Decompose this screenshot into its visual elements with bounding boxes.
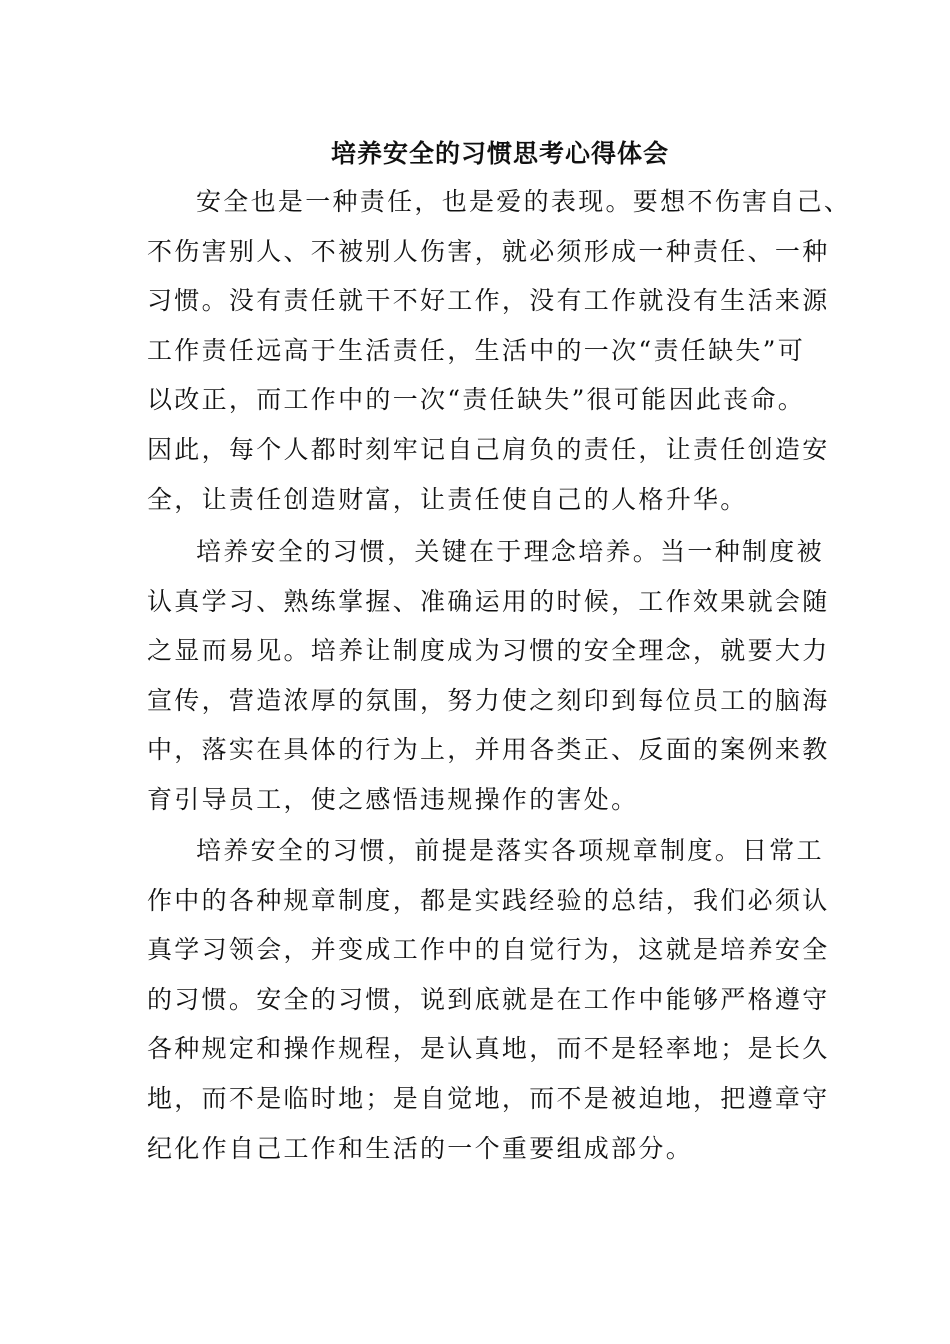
paragraph-line: 作中的各种规章制度，都是实践经验的总结，我们必须认: [147, 885, 830, 915]
paragraph-line: 的习惯。安全的习惯，说到底就是在工作中能够严格遵守: [147, 984, 830, 1014]
paragraph-line: 之显而易见。培养让制度成为习惯的安全理念，就要大力: [147, 636, 830, 666]
document-title: 培养安全的习惯思考心得体会: [330, 139, 669, 168]
paragraph-3: [147, 826, 830, 1173]
paragraph-line: 培养安全的习惯，关键在于理念培养。当一种制度被: [196, 537, 824, 566]
paragraph-line: 育引导员工，使之感悟违规操作的害处。: [147, 784, 639, 814]
paragraph-line: 中，落实在具体的行为上，并用各类正、反面的案例来教: [147, 735, 830, 765]
paragraph-line: 宣传，营造浓厚的氛围，努力使之刻印到每位员工的脑海: [147, 685, 830, 715]
paragraph-line: 认真学习、熟练掌握、准确运用的时候，工作效果就会随: [147, 586, 830, 616]
paragraph-line: 培养安全的习惯，前提是落实各项规章制度。日常工: [196, 836, 824, 865]
paragraph-line: 纪化作自己工作和生活的一个重要组成部分。: [147, 1133, 694, 1163]
paragraph-line: 安全也是一种责任，也是爱的表现。要想不伤害自己、: [196, 187, 852, 216]
paragraph-line: 工作责任远高于生活责任，生活中的一次“责任缺失”可: [147, 335, 806, 365]
paragraph-line: 以改正，而工作中的一次“责任缺失”很可能因此丧命。: [147, 385, 806, 415]
paragraph-line: 全，让责任创造财富，让责任使自己的人格升华。: [147, 484, 748, 514]
paragraph-line: 不伤害别人、不被别人伤害，就必须形成一种责任、一种: [147, 236, 830, 266]
paragraph-line: 因此，每个人都时刻牢记自己肩负的责任，让责任创造安: [147, 434, 830, 464]
paragraph-line: 各种规定和操作规程，是认真地，而不是轻率地；是长久: [147, 1034, 830, 1064]
paragraph-line: 地，而不是临时地；是自觉地，而不是被迫地，把遵章守: [147, 1083, 830, 1113]
paragraph-line: 真学习领会，并变成工作中的自觉行为，这就是培养安全: [147, 935, 830, 965]
paragraph-line: 习惯。没有责任就干不好工作，没有工作就没有生活来源: [147, 286, 830, 316]
paragraph-1: [147, 177, 852, 524]
paragraph-2: [147, 527, 830, 825]
